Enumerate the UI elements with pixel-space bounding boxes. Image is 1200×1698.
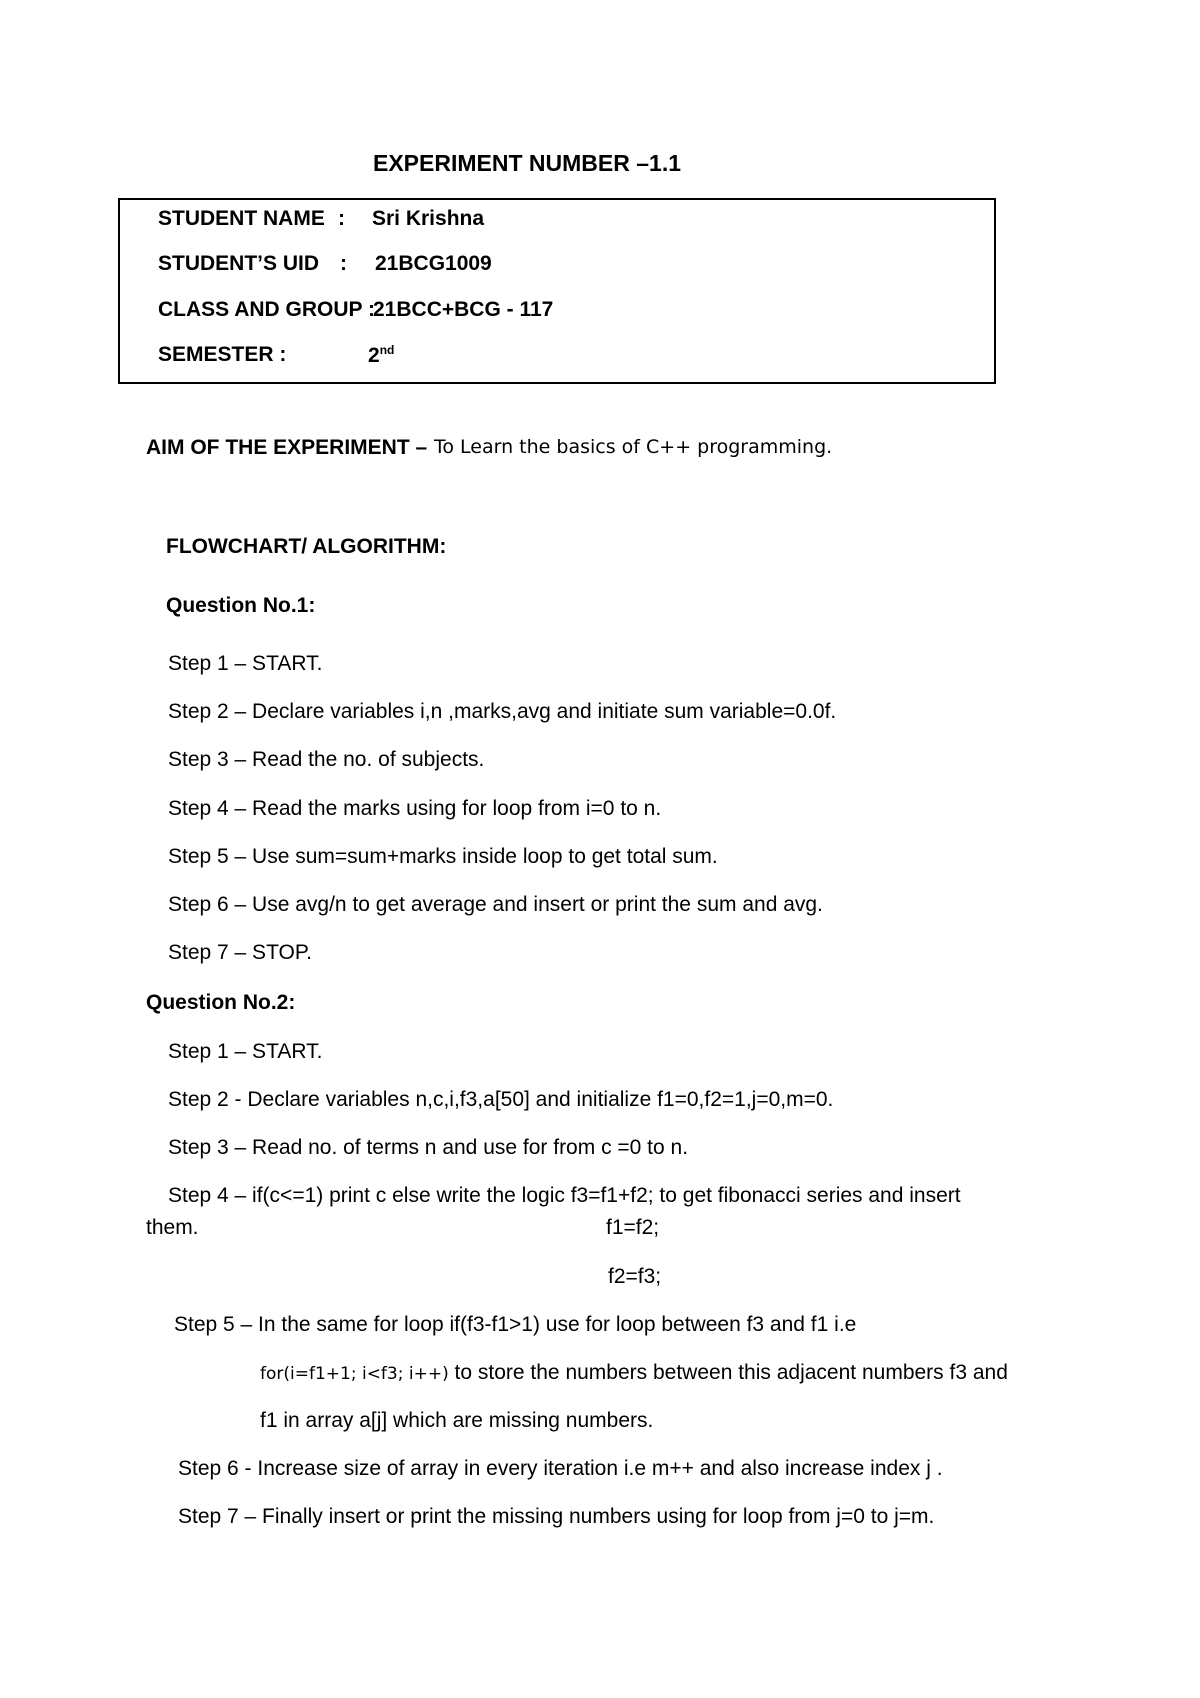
semester-suffix: nd [379, 343, 395, 357]
q1-step: Step 7 – STOP. [168, 941, 312, 964]
semester-number: 2 [368, 344, 380, 367]
student-name-value: Sri Krishna [372, 207, 485, 230]
semester-value [368, 343, 394, 368]
student-uid-colon: : [340, 252, 347, 275]
page-title: EXPERIMENT NUMBER –1.1 [373, 150, 682, 176]
q2-step-4: Step 4 – if(c<=1) print c else write the logic f3=f1+f2; to get fibonacci series and insert [168, 1184, 961, 1207]
q2-step-5-code: for(i=f1+1; i<f3; i++) [260, 1364, 449, 1384]
q2-step-5: Step 5 – In the same for loop if(f3-f1>1) use for loop between f3 and f1 i.e [174, 1313, 857, 1336]
q2-step-5-line-3: f1 in array a[j] which are missing numbers. [260, 1409, 654, 1432]
q2-heading: Question No.2: [146, 991, 296, 1014]
q2-step-3: Step 3 – Read no. of terms n and use for from c =0 to n. [168, 1136, 689, 1159]
q1-step: Step 5 – Use sum=sum+marks inside loop to get total sum. [168, 845, 718, 868]
flowchart-heading: FLOWCHART/ ALGORITHM: [166, 535, 447, 558]
student-name-colon: : [338, 207, 345, 230]
aim-text: To Learn the basics of C++ programming. [434, 436, 833, 458]
q1-heading: Question No.1: [166, 594, 316, 617]
q2-step-4-code-line-2: f2=f3; [608, 1265, 662, 1288]
q2-step-5-line-2 [260, 1361, 1008, 1385]
q2-step-5-text: to store the numbers between this adjacent numbers f3 and [448, 1361, 1008, 1384]
q2-step-2: Step 2 - Declare variables n,c,i,f3,a[50] and initialize f1=0,f2=1,j=0,m=0. [168, 1088, 834, 1111]
class-group-label: CLASS AND GROUP : [158, 298, 376, 321]
q1-step: Step 6 – Use avg/n to get average and insert or print the sum and avg. [168, 893, 823, 916]
class-group-value: 21BCC+BCG - 117 [373, 298, 554, 321]
q1-step: Step 4 – Read the marks using for loop from i=0 to n. [168, 797, 662, 820]
q2-step-7: Step 7 – Finally insert or print the missing numbers using for loop from j=0 to j=m. [178, 1505, 935, 1528]
q1-step: Step 1 – START. [168, 652, 323, 675]
student-uid-value: 21BCG1009 [375, 252, 492, 275]
semester-label: SEMESTER : [158, 343, 287, 366]
aim-label: AIM OF THE EXPERIMENT – [146, 436, 428, 459]
q1-step: Step 2 – Declare variables i,n ,marks,avg and initiate sum variable=0.0f. [168, 700, 837, 723]
q2-step-4-continued: them. [146, 1216, 199, 1239]
student-name-label: STUDENT NAME [158, 207, 325, 230]
q1-step: Step 3 – Read the no. of subjects. [168, 748, 485, 771]
q2-step-6: Step 6 - Increase size of array in every iteration i.e m++ and also increase index j . [178, 1457, 943, 1480]
student-uid-label: STUDENT’S UID [158, 252, 320, 275]
q2-step-1: Step 1 – START. [168, 1040, 323, 1063]
q2-step-4-code-line-1: f1=f2; [606, 1216, 660, 1239]
